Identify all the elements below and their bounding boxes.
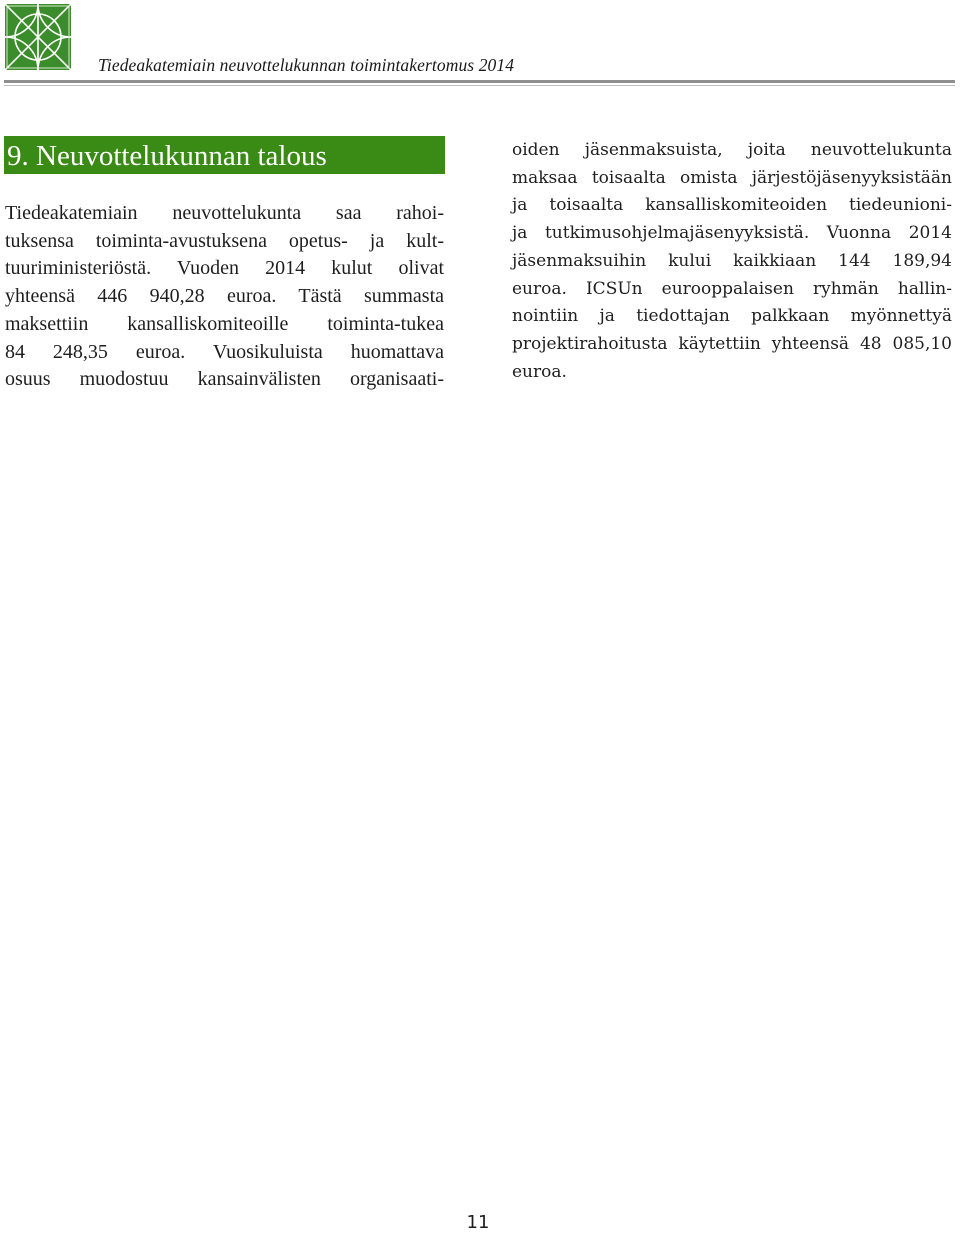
- text-line: maksettiin kansalliskomiteoille toiminta-tukea: [5, 312, 444, 335]
- leaf-pattern-logo-icon: [5, 4, 71, 70]
- section-heading: 9. Neuvottelukunnan talous: [4, 136, 445, 174]
- text-line: jäsenmaksuihin kului kaikkiaan 144 189,94: [512, 250, 952, 271]
- text-line: osuus muodostuu kansainvälisten organisaati-: [5, 368, 444, 391]
- header-divider-thin: [4, 85, 955, 86]
- text-line: yhteensä 446 940,28 euroa. Tästä summasta: [5, 285, 444, 308]
- text-line: 84 248,35 euroa. Vuosikuluista huomattava: [5, 340, 444, 363]
- text-line: ja tutkimusohjelmajäsenyyksistä. Vuonna 2014: [512, 223, 952, 244]
- body-text-left-column: [5, 200, 444, 394]
- header-divider: [4, 80, 955, 83]
- text-line: tuuriministeriöstä. Vuoden 2014 kulut olivat: [5, 257, 444, 280]
- body-text-right-column: [512, 137, 952, 386]
- text-line: nointiin ja tiedottajan palkkaan myönnettyä: [512, 306, 952, 327]
- text-line: oiden jäsenmaksuista, joita neuvottelukunta: [512, 140, 952, 160]
- text-line: euroa.: [512, 361, 567, 382]
- text-line: Tiedeakatemiain neuvottelukunta saa rahoi-: [5, 202, 444, 224]
- text-line: ja toisaalta kansalliskomiteoiden tiedeunioni-: [512, 195, 952, 216]
- text-line: projektirahoitusta käytettiin yhteensä 48 085,10: [512, 333, 952, 354]
- text-line: tuksensa toiminta-avustuksena opetus- ja kult-: [5, 229, 444, 252]
- document-header-title: Tiedeakatemiain neuvottelukunnan toimintakertomus 2014: [98, 55, 515, 75]
- text-line: euroa. ICSUn eurooppalaisen ryhmän hallin-: [512, 278, 952, 299]
- page-number: 11: [466, 1212, 490, 1233]
- text-line: maksaa toisaalta omista järjestöjäsenyyksistään: [512, 167, 952, 188]
